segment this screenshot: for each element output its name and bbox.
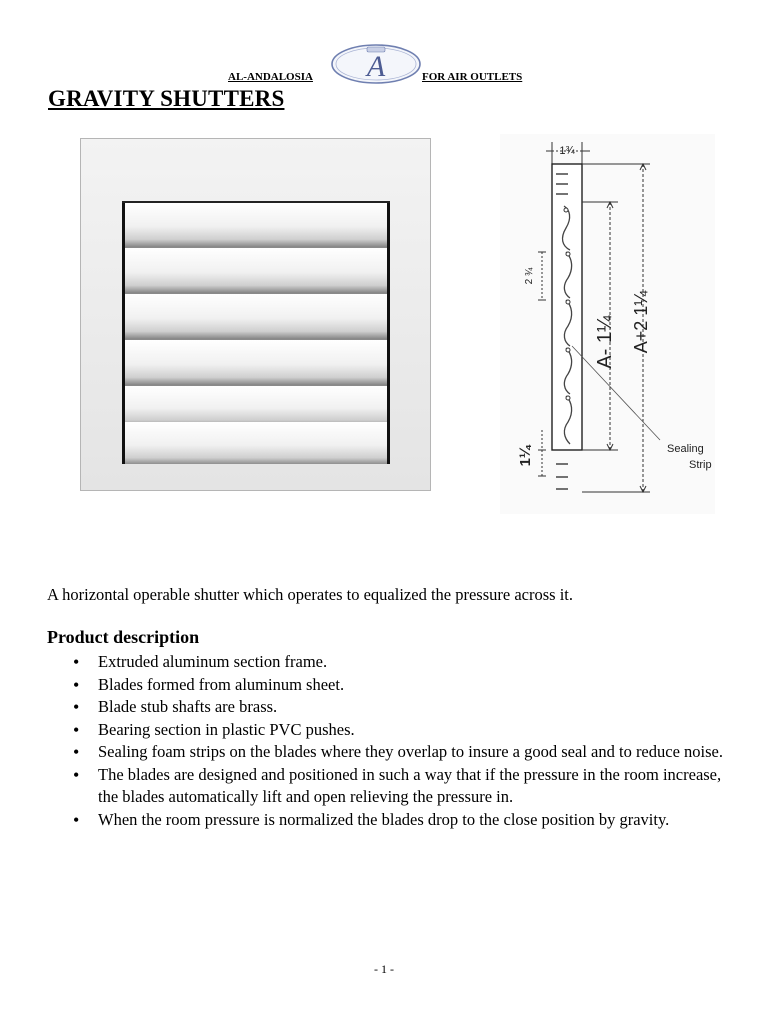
- list-item: • Bearing section in plastic PVC pushes.: [73, 719, 723, 742]
- dim-top: 1¾: [559, 145, 575, 157]
- list-item: • When the room pressure is normalized the blades drop to the close position by gravity.: [73, 809, 723, 832]
- company-logo: [330, 42, 422, 86]
- intro-text: A horizontal operable shutter which operates to equalized the pressure across it.: [47, 585, 573, 604]
- dim-inner: A- 1¼: [594, 315, 616, 369]
- list-item: • Extruded aluminum section frame.: [73, 651, 723, 674]
- dim-bottom: 1¼: [517, 445, 534, 467]
- feature-list: [73, 651, 723, 831]
- page-title: GRAVITY SHUTTERS: [48, 86, 285, 111]
- blade: [124, 340, 388, 384]
- list-item: • The blades are designed and positioned in such a way that if the pressure in the room increase, the blades automatically lift and open relieving the pressure in.: [73, 764, 723, 809]
- blade: [124, 294, 388, 338]
- sealing-label-line1: Sealing: [667, 443, 704, 455]
- shutter-section-diagram: [500, 134, 715, 514]
- sealing-label-line2: Strip: [689, 459, 712, 471]
- blade: [124, 422, 388, 464]
- product-description-heading: Product description: [47, 627, 200, 647]
- shutter-front-view: [80, 138, 432, 492]
- logo-letter: A: [366, 50, 386, 83]
- dim-outer: A+2 1¼: [631, 290, 651, 354]
- dim-pitch: 2 ¾: [524, 267, 535, 285]
- company-tagline: FOR AIR OUTLETS: [422, 71, 523, 83]
- blade: [124, 202, 388, 246]
- blade: [124, 248, 388, 292]
- company-name: AL-ANDALOSIA: [228, 71, 313, 83]
- page-number: - 1 -: [374, 962, 394, 976]
- list-item: • Blades formed from aluminum sheet.: [73, 674, 723, 697]
- blade: [124, 386, 388, 426]
- list-item: • Sealing foam strips on the blades where they overlap to insure a good seal and to reduce noise.: [73, 741, 723, 764]
- list-item: • Blade stub shafts are brass.: [73, 696, 723, 719]
